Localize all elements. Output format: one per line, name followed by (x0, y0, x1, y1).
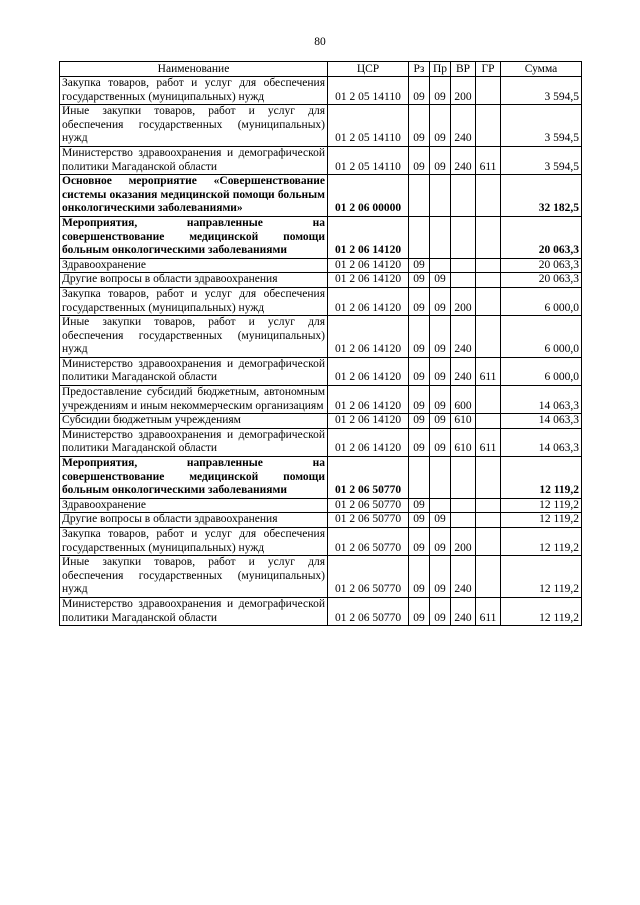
cell-rz: 09 (409, 316, 430, 358)
header-sum: Сумма (501, 62, 582, 77)
cell-vr: 610 (451, 428, 476, 456)
cell-sum: 20 063,3 (501, 258, 582, 273)
cell-vr: 200 (451, 287, 476, 315)
cell-rz (409, 457, 430, 499)
table-row (60, 216, 582, 258)
cell-vr (451, 498, 476, 513)
cell-rz: 09 (409, 597, 430, 625)
cell-rz: 09 (409, 498, 430, 513)
cell-vr: 200 (451, 77, 476, 105)
table-row (60, 556, 582, 598)
cell-csr: 01 2 06 50770 (328, 457, 409, 499)
cell-gr (476, 414, 501, 429)
cell-csr: 01 2 05 14110 (328, 146, 409, 174)
table-row (60, 513, 582, 528)
cell-vr: 200 (451, 528, 476, 556)
table-row (60, 386, 582, 414)
budget-table (59, 61, 582, 626)
cell-sum: 3 594,5 (501, 105, 582, 147)
header-vr: ВР (451, 62, 476, 77)
table-row (60, 528, 582, 556)
cell-pr: 09 (430, 414, 451, 429)
cell-csr: 01 2 06 50770 (328, 556, 409, 598)
cell-vr (451, 258, 476, 273)
table-header-row (60, 62, 582, 77)
cell-vr: 240 (451, 146, 476, 174)
cell-pr (430, 216, 451, 258)
cell-name: Предоставление субсидий бюджетным, автономным учреждениям и иным некоммерческим организациям (60, 386, 328, 414)
page-number: 80 (314, 36, 326, 48)
cell-rz: 09 (409, 357, 430, 385)
table-row (60, 77, 582, 105)
cell-pr: 09 (430, 513, 451, 528)
cell-gr (476, 175, 501, 217)
cell-pr (430, 258, 451, 273)
cell-rz: 09 (409, 414, 430, 429)
cell-csr: 01 2 06 14120 (328, 386, 409, 414)
cell-pr: 09 (430, 428, 451, 456)
cell-rz: 09 (409, 428, 430, 456)
cell-vr (451, 216, 476, 258)
cell-pr: 09 (430, 556, 451, 598)
cell-sum: 12 119,2 (501, 457, 582, 499)
cell-rz: 09 (409, 258, 430, 273)
cell-name: Мероприятия, направленные на совершенствование медицинской помощи больным онкологическими заболеваниями (60, 457, 328, 499)
cell-csr: 01 2 06 00000 (328, 175, 409, 217)
cell-csr: 01 2 06 14120 (328, 258, 409, 273)
cell-pr: 09 (430, 77, 451, 105)
header-gr: ГР (476, 62, 501, 77)
cell-sum: 6 000,0 (501, 287, 582, 315)
cell-gr: 611 (476, 357, 501, 385)
cell-rz (409, 216, 430, 258)
cell-gr (476, 556, 501, 598)
cell-pr: 09 (430, 273, 451, 288)
cell-sum: 6 000,0 (501, 357, 582, 385)
cell-name: Иные закупки товаров, работ и услуг для обеспечения государственных (муниципальных) нужд (60, 556, 328, 598)
cell-rz: 09 (409, 146, 430, 174)
table-row (60, 258, 582, 273)
cell-rz: 09 (409, 528, 430, 556)
cell-gr (476, 386, 501, 414)
cell-vr: 240 (451, 316, 476, 358)
table-row (60, 357, 582, 385)
cell-gr (476, 287, 501, 315)
table-row (60, 414, 582, 429)
cell-vr: 240 (451, 556, 476, 598)
table-row (60, 273, 582, 288)
cell-vr: 240 (451, 105, 476, 147)
cell-sum: 12 119,2 (501, 556, 582, 598)
table-row (60, 175, 582, 217)
header-pr: Пр (430, 62, 451, 77)
cell-rz: 09 (409, 77, 430, 105)
cell-csr: 01 2 06 14120 (328, 273, 409, 288)
cell-csr: 01 2 06 50770 (328, 597, 409, 625)
cell-csr: 01 2 06 14120 (328, 428, 409, 456)
cell-sum: 6 000,0 (501, 316, 582, 358)
cell-pr: 09 (430, 287, 451, 315)
cell-sum: 12 119,2 (501, 528, 582, 556)
cell-gr (476, 273, 501, 288)
cell-vr (451, 175, 476, 217)
cell-gr: 611 (476, 146, 501, 174)
cell-gr (476, 258, 501, 273)
table-row (60, 597, 582, 625)
cell-sum: 20 063,3 (501, 273, 582, 288)
cell-csr: 01 2 05 14110 (328, 105, 409, 147)
cell-name: Основное мероприятие «Совершенствование системы оказания медицинской помощи больным онкологическими заболеваниями» (60, 175, 328, 217)
cell-rz: 09 (409, 513, 430, 528)
cell-rz: 09 (409, 386, 430, 414)
cell-csr: 01 2 06 14120 (328, 287, 409, 315)
cell-name: Другие вопросы в области здравоохранения (60, 273, 328, 288)
cell-name: Закупка товаров, работ и услуг для обеспечения государственных (муниципальных) нужд (60, 287, 328, 315)
cell-vr: 610 (451, 414, 476, 429)
cell-name: Министерство здравоохранения и демографической политики Магаданской области (60, 357, 328, 385)
cell-rz: 09 (409, 287, 430, 315)
cell-pr: 09 (430, 597, 451, 625)
cell-csr: 01 2 06 50770 (328, 528, 409, 556)
cell-sum: 20 063,3 (501, 216, 582, 258)
cell-sum: 32 182,5 (501, 175, 582, 217)
table-row (60, 146, 582, 174)
cell-gr (476, 316, 501, 358)
cell-gr (476, 513, 501, 528)
cell-pr: 09 (430, 528, 451, 556)
header-csr: ЦСР (328, 62, 409, 77)
cell-rz: 09 (409, 273, 430, 288)
cell-sum: 12 119,2 (501, 597, 582, 625)
cell-name: Мероприятия, направленные на совершенствование медицинской помощи больным онкологическими заболеваниями (60, 216, 328, 258)
cell-sum: 12 119,2 (501, 498, 582, 513)
header-rz: Рз (409, 62, 430, 77)
cell-vr (451, 273, 476, 288)
cell-rz (409, 175, 430, 217)
table-body (60, 77, 582, 626)
cell-vr (451, 457, 476, 499)
cell-csr: 01 2 06 50770 (328, 498, 409, 513)
table-row (60, 498, 582, 513)
cell-name: Закупка товаров, работ и услуг для обеспечения государственных (муниципальных) нужд (60, 528, 328, 556)
cell-pr: 09 (430, 316, 451, 358)
cell-sum: 14 063,3 (501, 386, 582, 414)
cell-pr (430, 175, 451, 217)
cell-name: Министерство здравоохранения и демографической политики Магаданской области (60, 146, 328, 174)
cell-gr: 611 (476, 428, 501, 456)
cell-pr: 09 (430, 386, 451, 414)
cell-gr: 611 (476, 597, 501, 625)
cell-sum: 12 119,2 (501, 513, 582, 528)
cell-name: Другие вопросы в области здравоохранения (60, 513, 328, 528)
table-row (60, 105, 582, 147)
cell-sum: 14 063,3 (501, 414, 582, 429)
cell-name: Министерство здравоохранения и демографической политики Магаданской области (60, 597, 328, 625)
cell-vr: 240 (451, 597, 476, 625)
cell-gr (476, 105, 501, 147)
cell-gr (476, 216, 501, 258)
cell-vr (451, 513, 476, 528)
cell-gr (476, 528, 501, 556)
cell-sum: 14 063,3 (501, 428, 582, 456)
table-row (60, 316, 582, 358)
cell-name: Иные закупки товаров, работ и услуг для обеспечения государственных (муниципальных) нужд (60, 316, 328, 358)
cell-csr: 01 2 06 14120 (328, 414, 409, 429)
cell-sum: 3 594,5 (501, 146, 582, 174)
header-name: Наименование (60, 62, 328, 77)
cell-vr: 240 (451, 357, 476, 385)
cell-pr: 09 (430, 357, 451, 385)
cell-name: Министерство здравоохранения и демографической политики Магаданской области (60, 428, 328, 456)
cell-pr (430, 498, 451, 513)
cell-name: Здравоохранение (60, 258, 328, 273)
cell-name: Здравоохранение (60, 498, 328, 513)
cell-csr: 01 2 05 14110 (328, 77, 409, 105)
cell-gr (476, 498, 501, 513)
cell-name: Субсидии бюджетным учреждениям (60, 414, 328, 429)
cell-pr: 09 (430, 146, 451, 174)
cell-name: Иные закупки товаров, работ и услуг для обеспечения государственных (муниципальных) нужд (60, 105, 328, 147)
cell-rz: 09 (409, 105, 430, 147)
table-row (60, 287, 582, 315)
cell-gr (476, 457, 501, 499)
cell-sum: 3 594,5 (501, 77, 582, 105)
cell-gr (476, 77, 501, 105)
cell-csr: 01 2 06 14120 (328, 216, 409, 258)
cell-name: Закупка товаров, работ и услуг для обеспечения государственных (муниципальных) нужд (60, 77, 328, 105)
cell-csr: 01 2 06 14120 (328, 357, 409, 385)
cell-csr: 01 2 06 50770 (328, 513, 409, 528)
cell-pr: 09 (430, 105, 451, 147)
table-row (60, 428, 582, 456)
cell-vr: 600 (451, 386, 476, 414)
cell-pr (430, 457, 451, 499)
cell-rz: 09 (409, 556, 430, 598)
cell-csr: 01 2 06 14120 (328, 316, 409, 358)
table-row (60, 457, 582, 499)
